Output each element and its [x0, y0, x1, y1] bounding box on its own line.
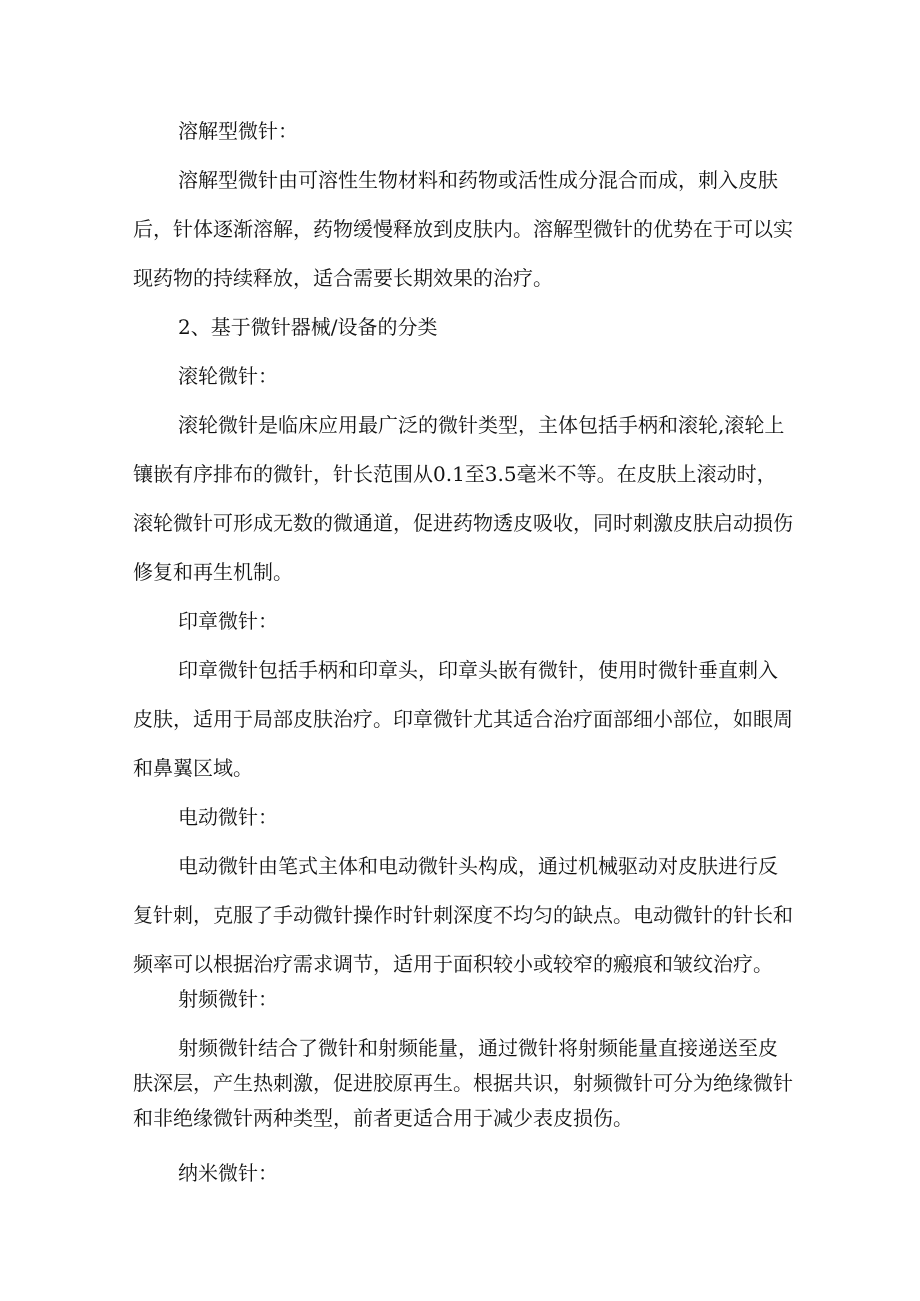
- paragraph-line: 滚轮微针可形成无数的微通道，促进药物透皮吸收，同时刺激皮肤启动损伤: [133, 511, 793, 535]
- paragraph-line: 滚轮微针是临床应用最广泛的微针类型，主体包括手柄和滚轮,滚轮上: [178, 413, 785, 437]
- paragraph-line: 现药物的持续释放，适合需要长期效果的治疗。: [133, 266, 553, 290]
- section-heading-roller: 滚轮微针：: [178, 364, 278, 388]
- section-heading-nano: 纳米微针：: [178, 1161, 278, 1185]
- paragraph-line: 肤深层，产生热刺激，促进胶原再生。根据共识，射频微针可分为绝缘微针: [133, 1071, 793, 1095]
- paragraph-line: 后，针体逐渐溶解，药物缓慢释放到皮肤内。溶解型微针的优势在于可以实: [133, 217, 793, 241]
- paragraph-line: 和鼻翼区域。: [133, 756, 253, 780]
- section-heading-electric: 电动微针：: [178, 805, 278, 829]
- section-heading-radiofrequency: 射频微针：: [178, 987, 278, 1011]
- paragraph-line: 皮肤，适用于局部皮肤治疗。印章微针尤其适合治疗面部细小部位，如眼周: [133, 707, 793, 731]
- paragraph-line: 电动微针由笔式主体和电动微针头构成，通过机械驱动对皮肤进行反: [178, 854, 778, 878]
- paragraph-line: 射频微针结合了微针和射频能量，通过微针将射频能量直接递送至皮: [178, 1036, 778, 1060]
- paragraph-line: 和非绝缘微针两种类型，前者更适合用于减少表皮损伤。: [133, 1106, 633, 1130]
- section-heading-device-classification: 2、基于微针器械/设备的分类: [178, 315, 438, 339]
- paragraph-line: 修复和再生机制。: [133, 560, 293, 584]
- section-heading-dissolving: 溶解型微针：: [178, 119, 298, 143]
- paragraph-line: 频率可以根据治疗需求调节，适用于面积较小或较窄的瘢痕和皱纹治疗。: [133, 952, 773, 976]
- section-heading-stamp: 印章微针：: [178, 609, 278, 633]
- paragraph-line: 镶嵌有序排布的微针，针长范围从0.1至3.5毫米不等。在皮肤上滚动时，: [133, 462, 777, 486]
- paragraph-line: 印章微针包括手柄和印章头，印章头嵌有微针，使用时微针垂直刺入: [178, 658, 778, 682]
- paragraph-line: 复针刺，克服了手动微针操作时针刺深度不均匀的缺点。电动微针的针长和: [133, 903, 793, 927]
- paragraph-line: 溶解型微针由可溶性生物材料和药物或活性成分混合而成，刺入皮肤: [178, 168, 778, 192]
